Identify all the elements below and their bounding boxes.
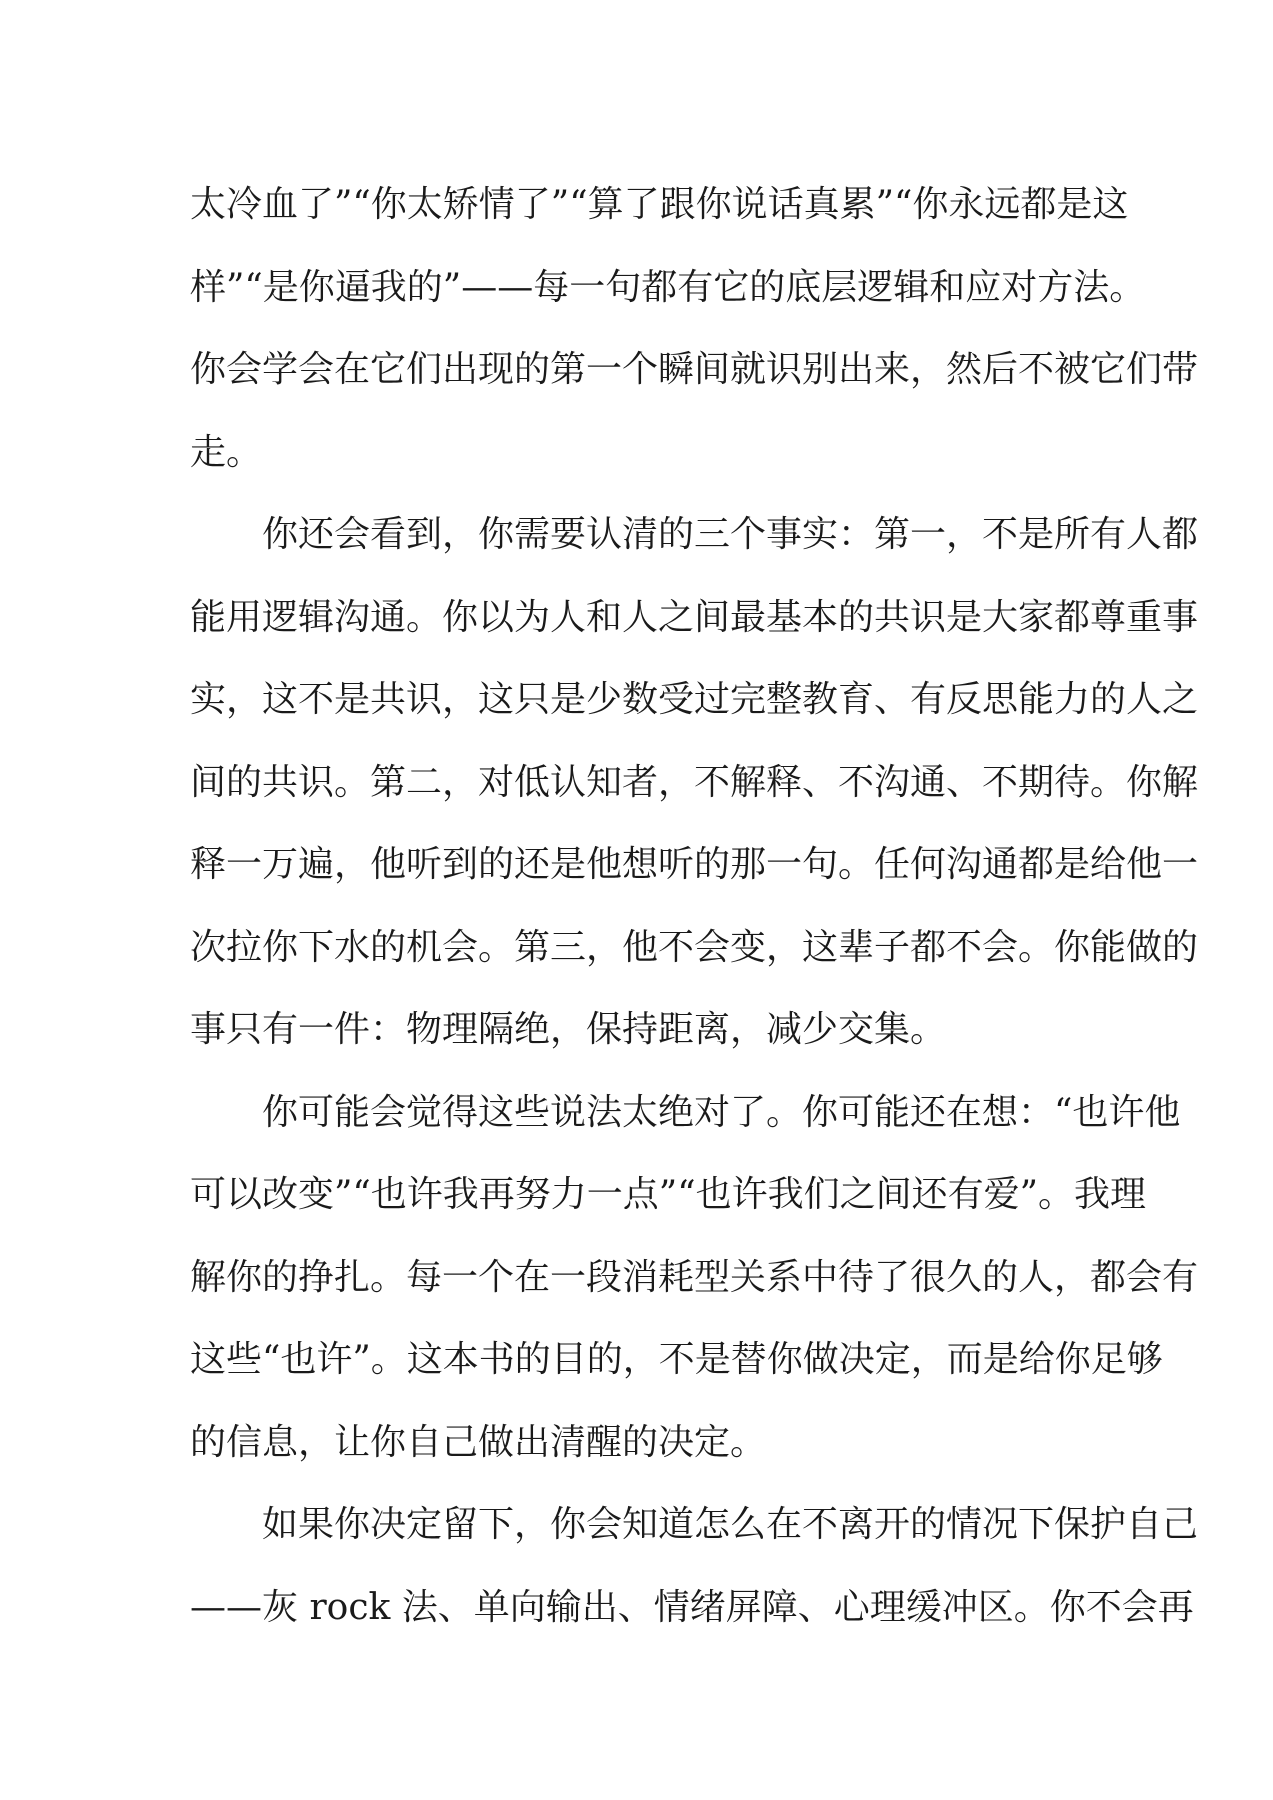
- paragraph-1: [190, 164, 1199, 494]
- paragraph-4: [190, 1484, 1199, 1649]
- text-line: 事只有一件：物理隔绝，保持距离，减少交集。: [190, 1009, 947, 1050]
- text-line: 次拉你下水的机会。第三，他不会变，这辈子都不会。你能做的: [190, 926, 1199, 968]
- text-line: 如果你决定留下，你会知道怎么在不离开的情况下保护自己: [262, 1504, 1199, 1545]
- text-line: 太冷血了”“你太矫情了”“算了跟你说话真累”“你永远都是这: [190, 184, 1129, 225]
- text-line: 走。: [190, 431, 263, 473]
- text-line: ——灰 rock 法、单向输出、情绪屏障、心理缓冲区。你不会再: [190, 1586, 1194, 1628]
- paragraph-3: [190, 1072, 1199, 1485]
- text-line: 的信息，让你自己做出清醒的决定。: [190, 1421, 767, 1463]
- text-line: 能用逻辑沟通。你以为人和人之间最基本的共识是大家都尊重事: [190, 596, 1199, 638]
- text-line: 你会学会在它们出现的第一个瞬间就识别出来，然后不被它们带: [190, 349, 1199, 390]
- text-line: 样”“是你逼我的”——每一句都有它的底层逻辑和应对方法。: [190, 266, 1146, 308]
- text-line: 你可能会觉得这些说法太绝对了。你可能还在想：“也许他: [262, 1091, 1181, 1133]
- document-page: [190, 164, 1199, 1649]
- text-line: 你还会看到，你需要认清的三个事实：第一，不是所有人都: [262, 514, 1199, 555]
- paragraph-2: [190, 494, 1199, 1072]
- text-line: 间的共识。第二，对低认知者，不解释、不沟通、不期待。你解: [190, 761, 1199, 803]
- text-line: 这些“也许”。这本书的目的，不是替你做决定，而是给你足够: [190, 1339, 1163, 1380]
- text-line: 实，这不是共识，这只是少数受过完整教育、有反思能力的人之: [190, 679, 1199, 720]
- text-line: 解你的挣扎。每一个在一段消耗型关系中待了很久的人，都会有: [190, 1256, 1199, 1298]
- text-line: 释一万遍，他听到的还是他想听的那一句。任何沟通都是给他一: [190, 844, 1199, 885]
- text-line: 可以改变”“也许我再努力一点”“也许我们之间还有爱”。我理: [190, 1174, 1147, 1215]
